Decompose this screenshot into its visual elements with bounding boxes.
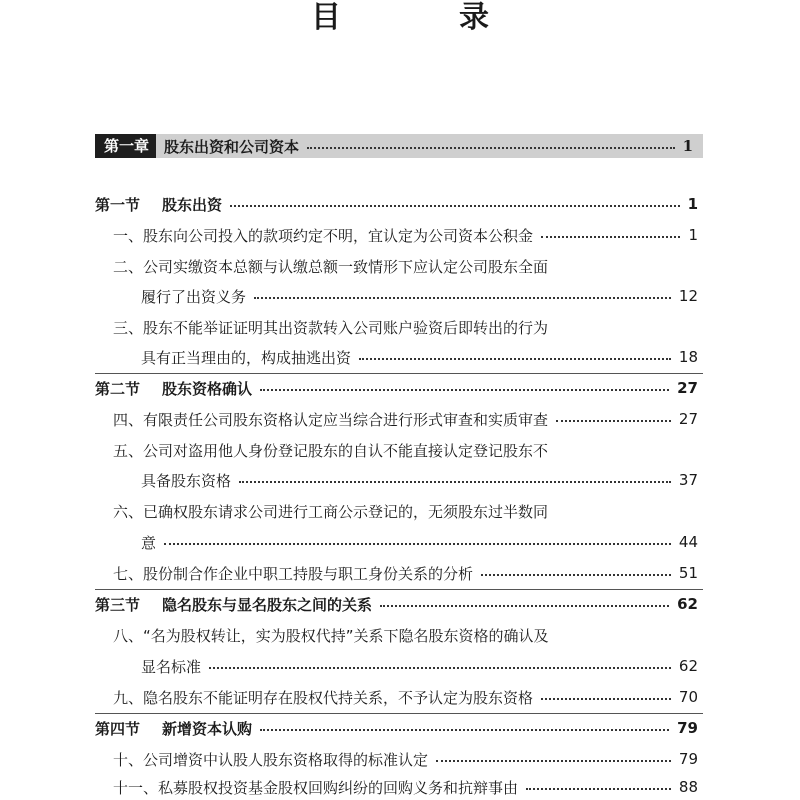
leader-dots (307, 147, 675, 149)
item-title: 九、隐名股东不能证明存在股权代持关系，不予认定为股东资格 (113, 688, 534, 707)
toc-item[interactable] (113, 499, 698, 523)
section-label: 第一节 (95, 195, 141, 214)
page-number: 37 (678, 471, 698, 489)
toc-item[interactable] (113, 407, 698, 431)
toc-item-continuation[interactable] (141, 345, 698, 369)
item-title: 四、有限责任公司股东资格认定应当综合进行形式审查和实质审查 (113, 410, 549, 429)
section-title: 新增资本认购 (162, 719, 253, 738)
toc-item[interactable] (113, 315, 698, 339)
item-title: 八、“名为股权转让，实为股权代持”关系下隐名股东资格的确认及 (113, 626, 549, 645)
leader-dots (239, 481, 671, 483)
section-title: 股东资格确认 (162, 379, 253, 398)
section-title: 股东出资 (162, 195, 223, 214)
toc-item-continuation[interactable] (141, 530, 698, 554)
item-title: 十、公司增资中认股人股东资格取得的标准认定 (113, 750, 429, 769)
leader-dots (541, 698, 671, 700)
chapter-title: 股东出资和公司资本 (164, 137, 300, 156)
page-number: 79 (677, 719, 698, 737)
chapter-label: 第一章 (95, 134, 156, 158)
leader-dots (556, 420, 671, 422)
section-entry[interactable] (95, 192, 698, 216)
section-title: 隐名股东与显名股东之间的关系 (162, 595, 373, 614)
item-title-continued: 显名标准 (141, 657, 202, 676)
item-title-continued: 履行了出资义务 (141, 287, 247, 306)
leader-dots (254, 297, 671, 299)
leader-dots (359, 358, 671, 360)
page-number: 27 (678, 410, 698, 428)
section-entry[interactable] (95, 716, 698, 740)
section-entry[interactable] (95, 592, 698, 616)
item-title-continued: 具有正当理由的，构成抽逃出资 (141, 348, 352, 367)
leader-dots (481, 574, 671, 576)
leader-dots (260, 389, 669, 391)
toc-item-continuation[interactable] (141, 284, 698, 308)
page-number: 18 (678, 348, 698, 366)
section-label: 第二节 (95, 379, 141, 398)
divider (95, 373, 703, 374)
toc-item-continuation[interactable] (141, 468, 698, 492)
item-title: 七、股份制合作企业中职工持股与职工身份关系的分析 (113, 564, 474, 583)
leader-dots (541, 236, 680, 238)
item-title: 十一、私募股权投资基金股权回购纠纷的回购义务和抗辩事由 (113, 778, 519, 797)
leader-dots (164, 543, 671, 545)
toc-item[interactable] (113, 223, 698, 247)
section-entry[interactable] (95, 376, 698, 400)
leader-dots (260, 729, 669, 731)
divider (95, 589, 703, 590)
page-number: 70 (678, 688, 698, 706)
page-number: 79 (678, 750, 698, 768)
toc-item[interactable] (113, 561, 698, 585)
toc-item[interactable] (113, 623, 698, 647)
toc-item[interactable] (113, 254, 698, 278)
toc-item[interactable] (113, 438, 698, 462)
page-number: 62 (678, 657, 698, 675)
item-title: 三、股东不能举证证明其出资款转入公司账户验资后即转出的行为 (113, 318, 549, 337)
page-number: 88 (678, 778, 698, 796)
toc-item[interactable] (113, 775, 698, 799)
item-title: 六、已确权股东请求公司进行工商公示登记的，无须股东过半数同 (113, 502, 549, 521)
leader-dots (209, 667, 671, 669)
leader-dots (526, 788, 671, 790)
item-title: 五、公司对盗用他人身份登记股东的自认不能直接认定登记股东不 (113, 441, 549, 460)
chapter-entry[interactable] (95, 134, 703, 158)
page-title: 目 录 (311, 0, 533, 35)
item-title: 二、公司实缴资本总额与认缴总额一致情形下应认定公司股东全面 (113, 257, 549, 276)
section-label: 第三节 (95, 595, 141, 614)
item-title-continued: 具备股东资格 (141, 471, 232, 490)
page-number: 44 (678, 533, 698, 551)
toc-item[interactable] (113, 747, 698, 771)
toc-item-continuation[interactable] (141, 654, 698, 678)
page-number: 62 (677, 595, 698, 613)
toc-item[interactable] (113, 685, 698, 709)
leader-dots (436, 760, 671, 762)
page-number: 1 (687, 195, 698, 213)
page-number: 51 (678, 564, 698, 582)
section-label: 第四节 (95, 719, 141, 738)
item-title-continued: 意 (141, 533, 157, 552)
leader-dots (230, 205, 680, 207)
item-title: 一、股东向公司投入的款项约定不明，宜认定为公司资本公积金 (113, 226, 534, 245)
chapter-page-number: 1 (682, 137, 693, 155)
page-number: 27 (677, 379, 698, 397)
divider (95, 713, 703, 714)
page-number: 12 (678, 287, 698, 305)
page-number: 1 (688, 226, 698, 244)
leader-dots (380, 605, 669, 607)
